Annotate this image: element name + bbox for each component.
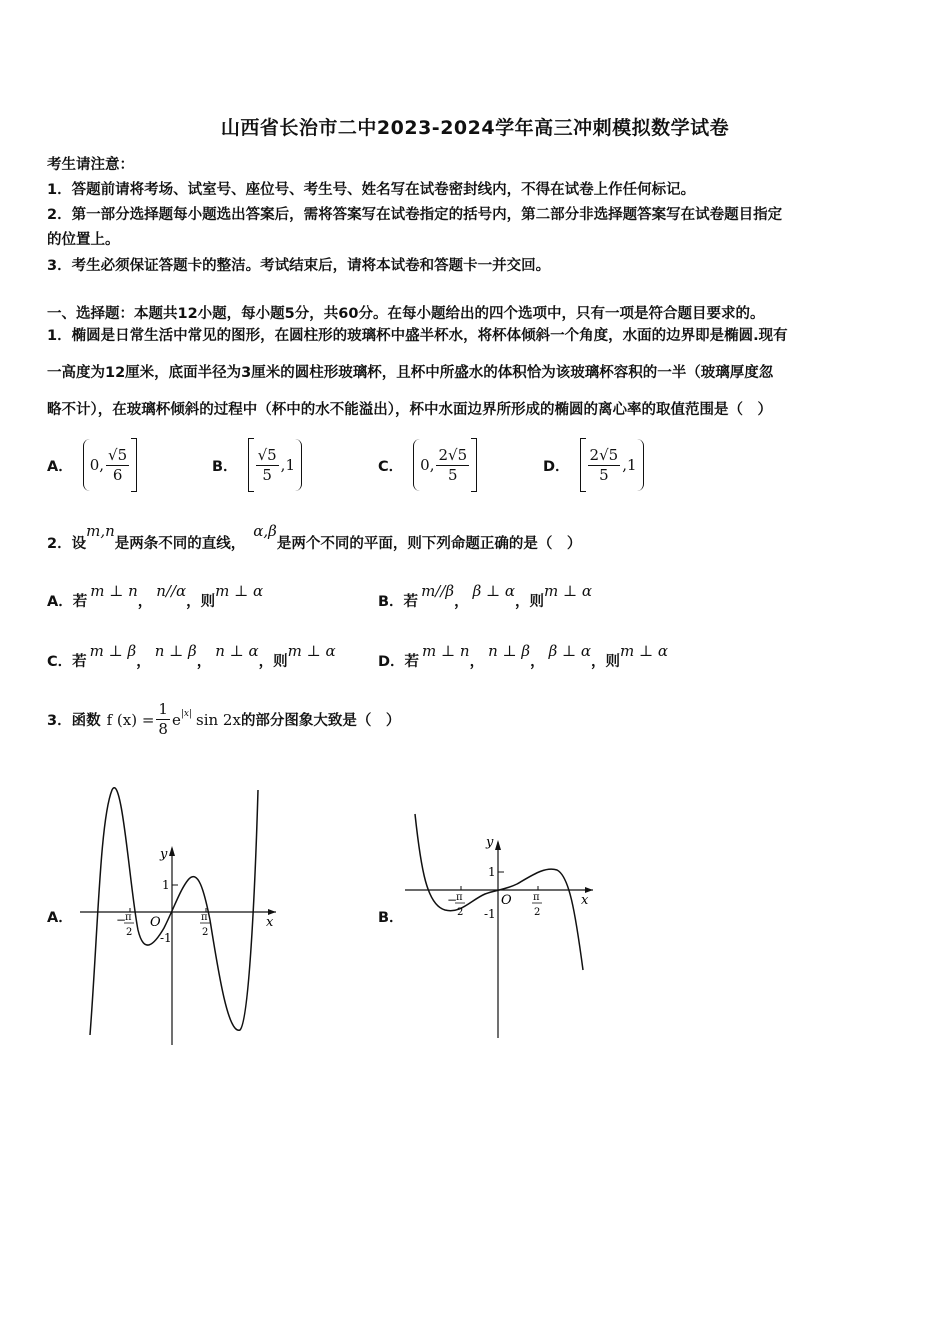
- right-bracket: [471, 438, 477, 492]
- q2-mn: m,n: [86, 522, 115, 540]
- q2-c-c2: n ⊥ β: [154, 642, 197, 660]
- interval-c-left: 0,: [420, 456, 435, 474]
- left-paren: [413, 439, 420, 491]
- q3-suffix: 的部分图象大致是（ ）: [240, 713, 401, 729]
- notice-item-3: 3．考生必须保证答题卡的整洁。考试结束后，请将本试卷和答题卡一并交回。: [47, 258, 551, 274]
- origin-label: O: [501, 893, 512, 908]
- q1-option-d: [543, 438, 644, 492]
- q2-b-res: m ⊥ α: [544, 582, 593, 600]
- q1-option-b-label: B．: [212, 458, 238, 475]
- notice-item-1: 1．答题前请将考场、试室号、座位号、考生号、姓名写在试卷密封线内，不得在试卷上作任何标记。: [47, 182, 696, 198]
- fraction-c-num: 2√5: [438, 445, 468, 464]
- origin-label: O: [150, 915, 161, 930]
- interval-d-right: ,1: [622, 456, 637, 474]
- q2-c-then: ，则: [258, 654, 288, 670]
- label-neg-one: -1: [160, 931, 172, 945]
- q2-c-c1: m ⊥ β: [89, 642, 137, 660]
- interval-d: [580, 438, 644, 492]
- q2-c-label: C．若: [47, 654, 87, 670]
- graph-a-curve: [90, 788, 258, 1035]
- page-title: 山西省长治市二中2023-2024学年高三冲刺模拟数学试卷: [220, 117, 730, 139]
- notice-item-2-cont: 的位置上。: [47, 232, 120, 248]
- q1-option-a: [47, 438, 137, 492]
- x-label: x: [581, 893, 589, 908]
- q1-line-2: 一高度为12厘米，底面半径为3厘米的圆柱形玻璃杯，且杯中所盛水的体积恰为该玻璃杯容积的一半（玻璃厚度忽: [47, 365, 774, 381]
- fraction-b: [256, 446, 279, 485]
- pi-label: π: [533, 892, 540, 903]
- left-bracket: [580, 438, 586, 492]
- q2-c-res: m ⊥ α: [287, 642, 336, 660]
- right-paren: [637, 439, 644, 491]
- fraction-a-den: 6: [112, 465, 123, 484]
- comma: ，: [136, 654, 151, 670]
- q2-a-res: m ⊥ α: [215, 582, 264, 600]
- q2-prefix: 2．设: [47, 536, 87, 552]
- left-paren: [83, 439, 90, 491]
- q3-option-a-label: A．: [47, 910, 73, 926]
- interval-b: [248, 438, 302, 492]
- q1-line-3: 略不计），在玻璃杯倾斜的过程中（杯中的水不能溢出），杯中水面边界所形成的椭圆的离心率的取值范围是（ ）: [47, 402, 772, 418]
- fraction-a: [106, 446, 129, 485]
- q3-fraction: [156, 700, 170, 739]
- comma: ，: [530, 654, 545, 670]
- y-axis-arrow: [495, 840, 501, 850]
- q2-b-c1: m//β: [421, 582, 455, 600]
- q1-option-c: [378, 438, 477, 492]
- fraction-d-num: 2√5: [589, 445, 619, 464]
- label-one: 1: [162, 878, 170, 892]
- interval-a: [83, 438, 137, 492]
- graph-b-curve: [415, 814, 583, 970]
- q1-option-d-label: D．: [543, 458, 570, 475]
- fraction-c-den: 5: [448, 465, 458, 484]
- comma: ，: [196, 654, 212, 670]
- q2-option-c: [47, 640, 336, 670]
- minus-sign: −: [116, 913, 127, 927]
- x-label: x: [266, 915, 274, 930]
- q2-c-c3: n ⊥ α: [215, 642, 259, 660]
- interval-b-right: ,1: [280, 456, 295, 474]
- notice-item-2: 2．第一部分选择题每小题选出答案后，需将答案写在试卷指定的括号内，第二部分非选择题答案写在试卷题目指定: [47, 207, 783, 223]
- neg-two-label: 2: [457, 907, 464, 918]
- interval-c: [413, 438, 477, 492]
- q3-fx: f (x) =: [106, 710, 155, 729]
- two-label: 2: [202, 927, 209, 938]
- neg-pi-label: π: [125, 912, 132, 923]
- q2-d-res: m ⊥ α: [620, 642, 669, 660]
- q2-d-c3: β ⊥ α: [548, 642, 592, 660]
- q2-ab: α,β: [253, 522, 277, 540]
- fraction-b-den: 5: [262, 465, 272, 484]
- fraction-d-den: 5: [599, 465, 609, 484]
- fraction-c: [436, 446, 469, 485]
- right-bracket: [131, 438, 137, 492]
- q2-suffix: 是两个不同的平面，则下列命题正确的是（ ）: [276, 536, 582, 552]
- q2-b-label: B．若: [378, 594, 419, 610]
- label-neg-one: -1: [484, 907, 496, 921]
- q2-b-c2: β ⊥ α: [472, 582, 516, 600]
- q3-option-b-label: B．: [378, 910, 404, 926]
- q2-b-then: ，则: [515, 594, 545, 610]
- y-label: y: [160, 847, 168, 862]
- q2-a-label: A．若: [47, 594, 88, 610]
- q2-d-c1: m ⊥ n: [422, 642, 470, 660]
- comma: ，: [454, 594, 469, 610]
- y-axis-arrow: [169, 846, 175, 856]
- neg-two-label: 2: [126, 927, 133, 938]
- q1-option-c-label: C．: [378, 458, 404, 475]
- section-heading: 一、选择题：本题共12小题，每小题5分，共60分。在每小题给出的四个选项中，只有一项是符合题目要求的。: [47, 306, 765, 322]
- q2-stem: [47, 522, 582, 552]
- q1-line-1: 1．椭圆是日常生活中常见的图形，在圆柱形的玻璃杯中盛半杯水，将杯体倾斜一个角度，水面的边界即是椭圆.现有: [47, 328, 788, 344]
- label-one: 1: [488, 865, 496, 879]
- q2-d-c2: n ⊥ β: [488, 642, 531, 660]
- fraction-a-num: √5: [108, 445, 128, 464]
- minus-sign: −: [447, 893, 458, 907]
- notice-heading: 考生请注意：: [47, 157, 134, 173]
- q2-option-b: [378, 580, 593, 610]
- interval-a-left: 0,: [89, 456, 105, 474]
- q2-a-c2: n//α: [156, 582, 187, 600]
- q2-a-then: ，则: [186, 594, 216, 610]
- q2-d-label: D．若: [378, 654, 420, 670]
- q3-den: 8: [158, 720, 168, 738]
- graph-a: [80, 780, 280, 1045]
- pi-label: π: [201, 912, 208, 923]
- q3-prefix: 3．函数: [47, 713, 101, 729]
- q2-option-a: [47, 580, 264, 610]
- comma: ，: [137, 594, 153, 610]
- comma: ，: [469, 654, 485, 670]
- q3-stem: [47, 700, 400, 739]
- q2-d-then: ，则: [591, 654, 621, 670]
- graph-b: [405, 810, 600, 1040]
- q3-sup: |x|: [180, 708, 192, 719]
- left-bracket: [248, 438, 254, 492]
- q1-option-a-label: A．: [47, 458, 73, 475]
- right-paren: [295, 439, 302, 491]
- q2-mid: 是两条不同的直线，: [114, 536, 246, 552]
- two-label: 2: [534, 907, 541, 918]
- q1-option-b: [212, 438, 302, 492]
- neg-pi-label: π: [456, 892, 463, 903]
- q3-exp: e: [171, 710, 181, 729]
- q3-num: 1: [158, 700, 168, 718]
- fraction-b-num: √5: [257, 445, 277, 464]
- y-label: y: [486, 835, 494, 850]
- q2-a-c1: m ⊥ n: [90, 582, 138, 600]
- q1-stem: [47, 318, 788, 429]
- fraction-d: [588, 446, 621, 485]
- q2-option-d: [378, 640, 669, 670]
- q3-tail: sin 2x: [196, 710, 241, 729]
